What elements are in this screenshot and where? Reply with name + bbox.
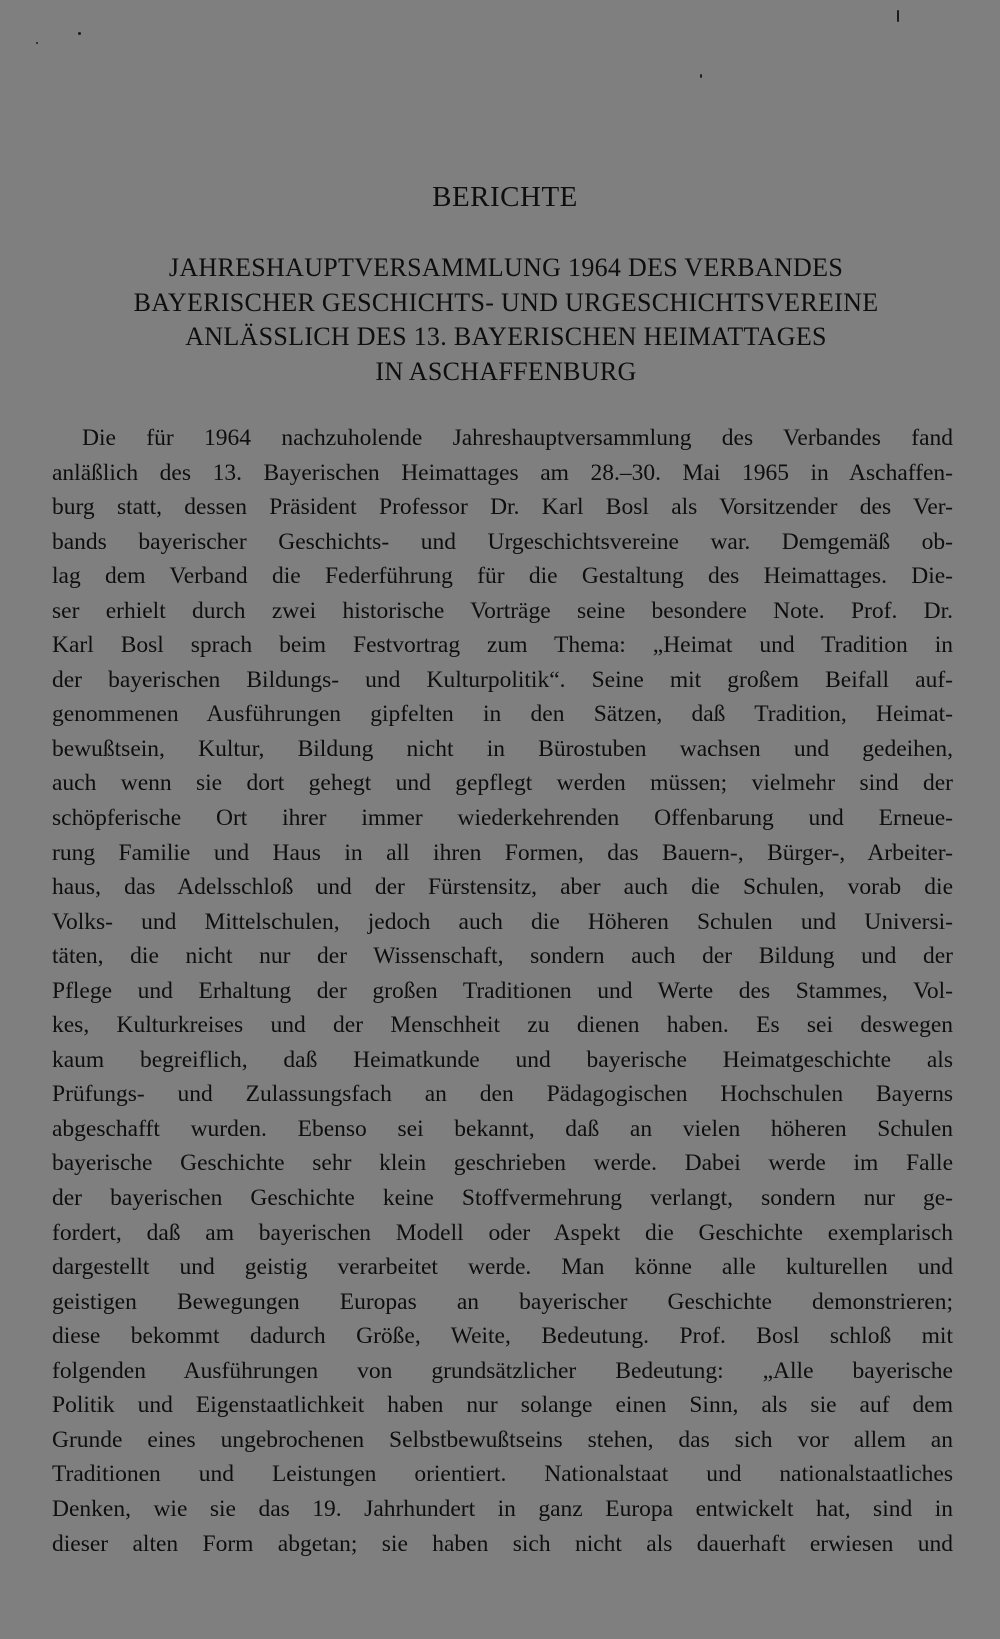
- body-line: Denken, wie sie das 19. Jahrhundert in ganz Europa entwickelt hat, sind in: [52, 1495, 953, 1522]
- body-line: bands bayerischer Geschichts- und Urgeschichtsvereine war. Demgemäß ob-: [52, 528, 953, 555]
- body-line: geistigen Bewegungen Europas an bayerischer Geschichte demonstrieren;: [52, 1288, 953, 1315]
- scan-speck: [78, 32, 81, 35]
- body-line: genommenen Ausführungen gipfelten in den Sätzen, daß Tradition, Heimat-: [52, 701, 953, 728]
- scan-speck: [700, 74, 702, 78]
- body-line: lag dem Verband die Federführung für die Gestaltung des Heimattages. Die-: [52, 563, 953, 590]
- article-title-line: ANLÄSSLICH DES 13. BAYERISCHEN HEIMATTAGES: [185, 322, 827, 351]
- body-line: rung Familie und Haus in all ihren Formen, das Bauern-, Bürger-, Arbeiter-: [52, 839, 953, 866]
- body-line: bayerische Geschichte sehr klein geschrieben werde. Dabei werde im Falle: [52, 1150, 953, 1177]
- body-line: schöpferische Ort ihrer immer wiederkehrenden Offenbarung und Erneue-: [52, 805, 953, 832]
- body-line: der bayerischen Bildungs- und Kulturpolitik“. Seine mit großem Beifall auf-: [52, 666, 953, 693]
- section-heading: BERICHTE: [432, 181, 578, 213]
- body-line: Prüfungs- und Zulassungsfach an den Pädagogischen Hochschulen Bayerns: [52, 1081, 953, 1108]
- body-line: Karl Bosl sprach beim Festvortrag zum Thema: „Heimat und Tradition in: [52, 632, 953, 659]
- body-line: bewußtsein, Kultur, Bildung nicht in Bürostuben wachsen und gedeihen,: [52, 735, 953, 762]
- body-line: haus, das Adelsschloß und der Fürstensitz, aber auch die Schulen, vorab die: [52, 874, 953, 901]
- article-title-line: JAHRESHAUPTVERSAMMLUNG 1964 DES VERBANDES: [168, 253, 844, 282]
- body-line: anläßlich des 13. Bayerischen Heimattages am 28.–30. Mai 1965 in Aschaffen-: [52, 459, 953, 486]
- body-line: ser erhielt durch zwei historische Vorträge seine besondere Note. Prof. Dr.: [52, 597, 953, 624]
- body-line: Die für 1964 nachzuholende Jahreshauptversammlung des Verbandes fand: [82, 425, 953, 451]
- body-line: Grunde eines ungebrochenen Selbstbewußtseins stehen, das sich vor allem an: [52, 1426, 953, 1453]
- body-line: Traditionen und Leistungen orientiert. Nationalstaat und nationalstaatliches: [52, 1461, 953, 1488]
- article-body: [52, 421, 953, 1561]
- body-line: Politik und Eigenstaatlichkeit haben nur solange einen Sinn, als sie auf dem: [52, 1392, 953, 1419]
- scan-speck: [36, 42, 38, 44]
- body-line: folgenden Ausführungen von grundsätzlicher Bedeutung: „Alle bayerische: [52, 1357, 953, 1384]
- article-title: [52, 251, 960, 389]
- body-line: diese bekommt dadurch Größe, Weite, Bedeutung. Prof. Bosl schloß mit: [52, 1323, 953, 1350]
- body-line: dargestellt und geistig verarbeitet werde. Man könne alle kulturellen und: [52, 1254, 953, 1281]
- body-line: Pflege und Erhaltung der großen Traditionen und Werte des Stammes, Vol-: [52, 977, 953, 1004]
- body-line: abgeschafft wurden. Ebenso sei bekannt, daß an vielen höheren Schulen: [52, 1115, 953, 1142]
- body-line: burg statt, dessen Präsident Professor Dr. Karl Bosl als Vorsitzender des Ver-: [52, 494, 953, 521]
- body-line: täten, die nicht nur der Wissenschaft, sondern auch der Bildung und der: [52, 943, 953, 970]
- article-title-line: BAYERISCHER GESCHICHTS- UND URGESCHICHTSVEREINE: [133, 287, 879, 317]
- body-line: auch wenn sie dort gehegt und gepflegt werden müssen; vielmehr sind der: [52, 770, 953, 797]
- body-line: kes, Kulturkreises und der Menschheit zu dienen haben. Es sei deswegen: [52, 1012, 953, 1039]
- body-line: Volks- und Mittelschulen, jedoch auch die Höheren Schulen und Universi-: [52, 908, 953, 935]
- body-line: dieser alten Form abgetan; sie haben sich nicht als dauerhaft erwiesen und: [52, 1530, 953, 1557]
- body-line: fordert, daß am bayerischen Modell oder Aspekt die Geschichte exemplarisch: [52, 1219, 953, 1246]
- body-line: kaum begreiflich, daß Heimatkunde und bayerische Heimatgeschichte als: [52, 1046, 953, 1073]
- scan-speck: [897, 10, 899, 22]
- body-line: der bayerischen Geschichte keine Stoffvermehrung verlangt, sondern nur ge-: [52, 1185, 953, 1212]
- article-title-line: IN ASCHAFFENBURG: [375, 356, 637, 386]
